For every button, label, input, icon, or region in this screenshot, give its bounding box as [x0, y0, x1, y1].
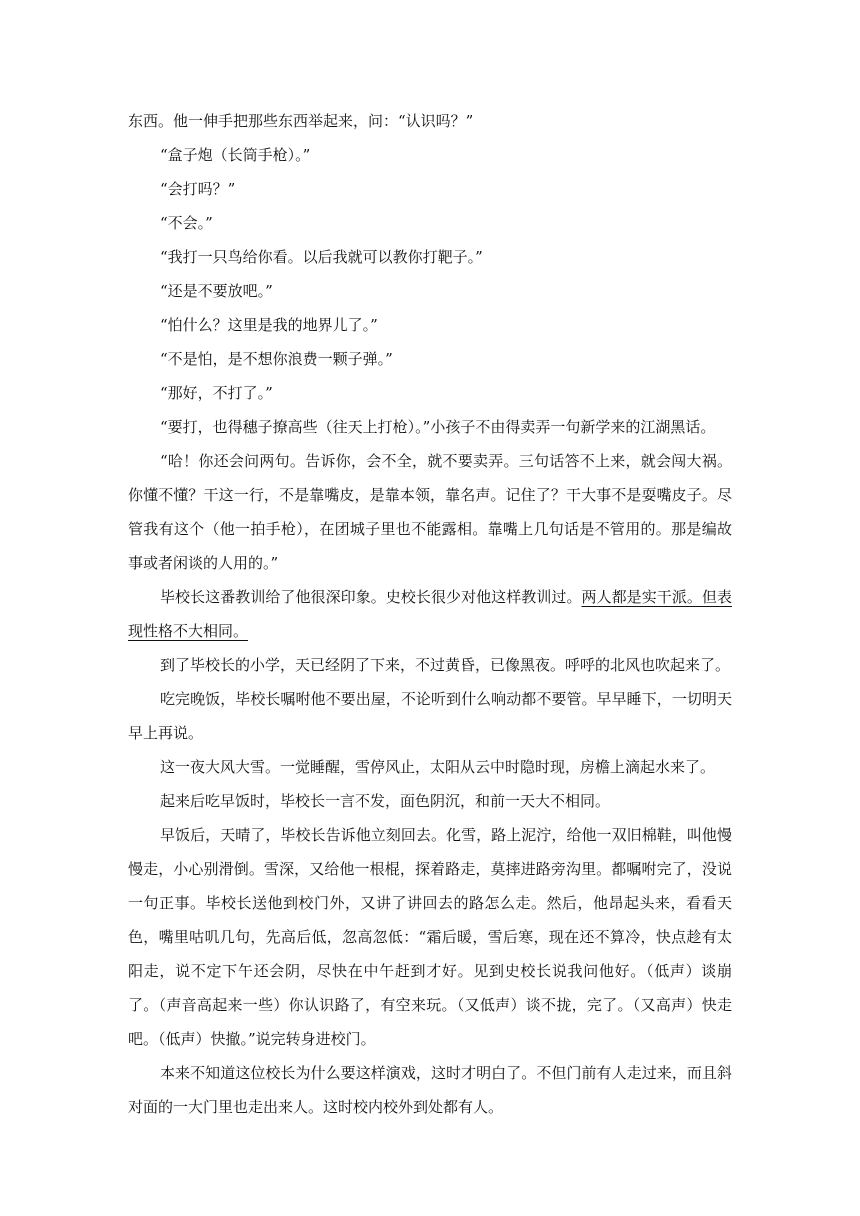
paragraph: “怕什么？这里是我的地界儿了。”	[160, 316, 378, 334]
paragraph: “不是怕，是不想你浪费一颗子弹。”	[160, 350, 393, 368]
paragraph: “哈！你还会问两句。告诉你，会不全，就不要卖弄。三句话答不上来，就会闯大祸。你懂不懂？干这一行，不是靠嘴皮，是靠本领，靠名声。记住了？干大事不是耍嘴皮子。尽管我有这个（他一拍手枪），在团城子里也不能露相。靠嘴上几句话是不管用的。那是编故事或者闲谈的人用的。”	[128, 452, 732, 572]
paragraph: 吃完晚饭，毕校长嘱咐他不要出屋，不论听到什么响动都不要管。早早睡下，一切明天早上再说。	[128, 690, 732, 742]
paragraph: 这一夜大风大雪。一觉睡醒，雪停风止，太阳从云中时隐时现，房檐上滴起水来了。	[160, 758, 716, 776]
paragraph: “那好，不打了。”	[160, 384, 273, 402]
paragraph: “还是不要放吧。”	[160, 282, 273, 300]
paragraph-text: 毕校长这番教训给了他很深印象。史校长很少对他这样教训过。	[160, 588, 582, 606]
paragraph: “要打，也得穗子撩高些（往天上打枪）。”小孩子不由得卖弄一句新学来的江湖黑话。	[160, 418, 716, 436]
underlined-sentence: 两人都是实干派。但表现性格不大相同。	[128, 588, 732, 640]
paragraph: 起来后吃早饭时，毕校长一言不发，面色阴沉，和前一天大不相同。	[160, 792, 611, 810]
paragraph: 早饭后，天晴了，毕校长告诉他立刻回去。化雪，路上泥泞，给他一双旧棉鞋，叫他慢慢走，小心别滑倒。雪深，又给他一根棍，探着路走，莫摔进路旁沟里。都嘱咐完了，没说一句正事。毕校长送他到校门外，又讲了讲回去的路怎么走。然后，他昂起头来，看看天色，嘴里咕叽几句，先高后低，忽高忽低：“霜后暖，雪后寒，现在还不算冷，快点趁有太阳走，说不定下午还会阴，尽快在中午赶到才好。见到史校长说我问他好。（低声）谈崩了。（声音高起来一些）你认识路了，有空来玩。（又低声）谈不拢，完了。（又高声）快走吧。（低声）快撤。”说完转身进校门。	[128, 826, 732, 1048]
paragraph: “我打一只鸟给你看。以后我就可以教你打靶子。”	[160, 248, 483, 266]
paragraph: “不会。”	[160, 214, 213, 232]
paragraph: 东西。他一伸手把那些东西举起来，问：“认识吗？”	[128, 112, 474, 130]
paragraph-with-underline	[128, 580, 732, 648]
paragraph: “会打吗？”	[160, 180, 236, 198]
paragraph: “盒子炮（长筒手枪）。”	[160, 146, 311, 164]
document-body	[128, 104, 732, 1124]
paragraph: 到了毕校长的小学，天已经阴了下来，不过黄昏，已像黑夜。呼呼的北风也吹起来了。	[160, 656, 731, 674]
paragraph: 本来不知道这位校长为什么要这样演戏，这时才明白了。不但门前有人走过来，而且斜对面的一大门里也走出来人。这时校内校外到处都有人。	[128, 1064, 732, 1116]
